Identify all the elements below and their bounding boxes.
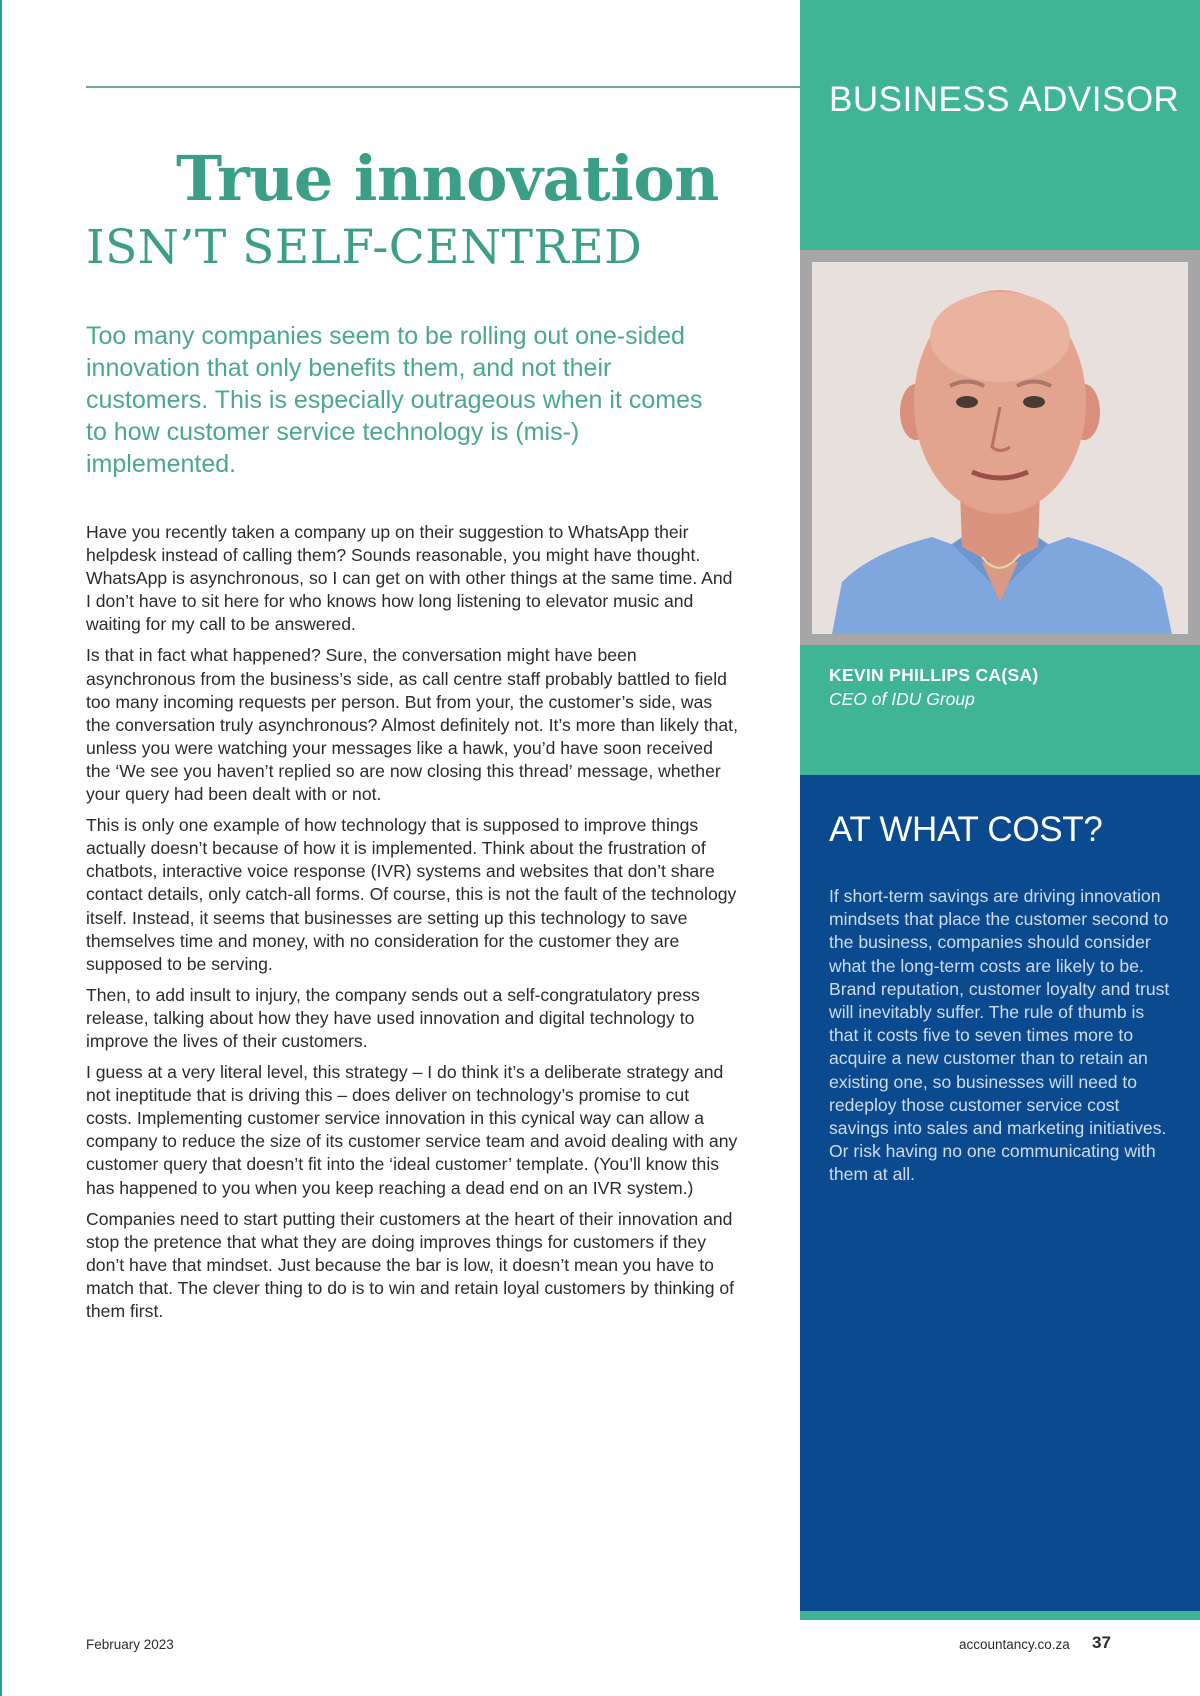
section-label: BUSINESS ADVISOR	[829, 80, 1180, 119]
body-paragraph: I guess at a very literal level, this strategy – I do think it’s a deliberate strategy and not ineptitude that is driving this – does deliver on technology’s promise to cut costs. Implementing customer service innovation in this cynical way can allow a company to reduce the size of its customer service team and avoid dealing with any customer query that doesn’t fit into the ‘ideal customer’ template. (You’ll know this has happened to you when you keep reaching a dead end on an IVR system.)	[86, 1062, 738, 1198]
article-intro: Too many companies seem to be rolling out one-sided innovation that only benefits them, and not their customers. This is especially outrageous when it comes to how customer service technology is (mis-) implemented.	[86, 322, 703, 478]
callout-title: AT WHAT COST?	[829, 810, 1103, 849]
body-paragraph: Companies need to start putting their customers at the heart of their innovation and stop the pretence that what they are doing improves things for customers if they don’t have that mindset. Just because the bar is low, it doesn’t mean you have to match that. The clever thing to do is to win and retain loyal customers by thinking of them first.	[86, 1208, 735, 1321]
author-portrait-illustration	[812, 262, 1188, 634]
author-photo-band	[800, 250, 1200, 645]
article-body	[86, 521, 738, 1331]
callout-box	[800, 775, 1200, 1611]
body-paragraph: Then, to add insult to injury, the company sends out a self-congratulatory press release, talking about how they have used innovation and digital technology to improve the lives of their customers.	[86, 984, 700, 1051]
author-name: KEVIN PHILLIPS CA(SA)	[829, 665, 1039, 685]
body-paragraph: Have you recently taken a company up on their suggestion to WhatsApp their helpdesk instead of calling them? Sounds reasonable, you might have thought. WhatsApp is asynchronous, so I can get on with other things at the same time. And I don’t have to sit here for who knows how long listening to elevator music and waiting for my call to be answered.	[86, 522, 733, 635]
footer-date: February 2023	[86, 1637, 174, 1652]
author-photo	[812, 262, 1188, 634]
callout-bottom-bar	[800, 1611, 1200, 1620]
article-headline: True innovation	[176, 142, 719, 215]
footer-site: accountancy.co.za	[959, 1637, 1070, 1652]
article-subheadline: ISN’T SELF-CENTRED	[86, 220, 643, 275]
section-header-panel	[800, 0, 1200, 250]
author-byline	[800, 645, 1200, 775]
body-paragraph: This is only one example of how technology that is supposed to improve things actually doesn’t because of how it is implemented. Think about the frustration of chatbots, interactive voice response (IVR) systems and websites that don’t share contact details, only catch-all forms. Of course, this is not the fault of the technology itself. Instead, it seems that businesses are setting up this technology to save themselves time and money, with no consideration for the customer they are supposed to be serving.	[86, 815, 737, 974]
callout-text: If short-term savings are driving innovation mindsets that place the customer second to the business, companies should consider what the long-term costs are likely to be. Brand reputation, customer loyalty and trust will inevitably suffer. The rule of thumb is that it costs five to seven times more to acquire a new customer than to retain an existing one, so businesses will need to redeploy those customer service cost savings into sales and marketing initiatives. Or risk having no one communicating with them at all.	[829, 886, 1170, 1185]
author-role: CEO of IDU Group	[829, 689, 975, 709]
page-edge-line	[0, 0, 2, 1696]
page-number: 37	[1092, 1633, 1111, 1652]
body-paragraph: Is that in fact what happened? Sure, the conversation might have been asynchronous from the business’s side, as call centre staff probably battled to field too many incoming requests per person. But from your, the customer’s side, was the conversation truly asynchronous? Almost definitely not. It’s more than likely that, unless you were watching your messages like a hawk, you’d have soon received the ‘We see you haven’t replied so are now closing this thread’ message, whether your query had been dealt with or not.	[86, 645, 738, 805]
header-rule	[86, 86, 800, 88]
